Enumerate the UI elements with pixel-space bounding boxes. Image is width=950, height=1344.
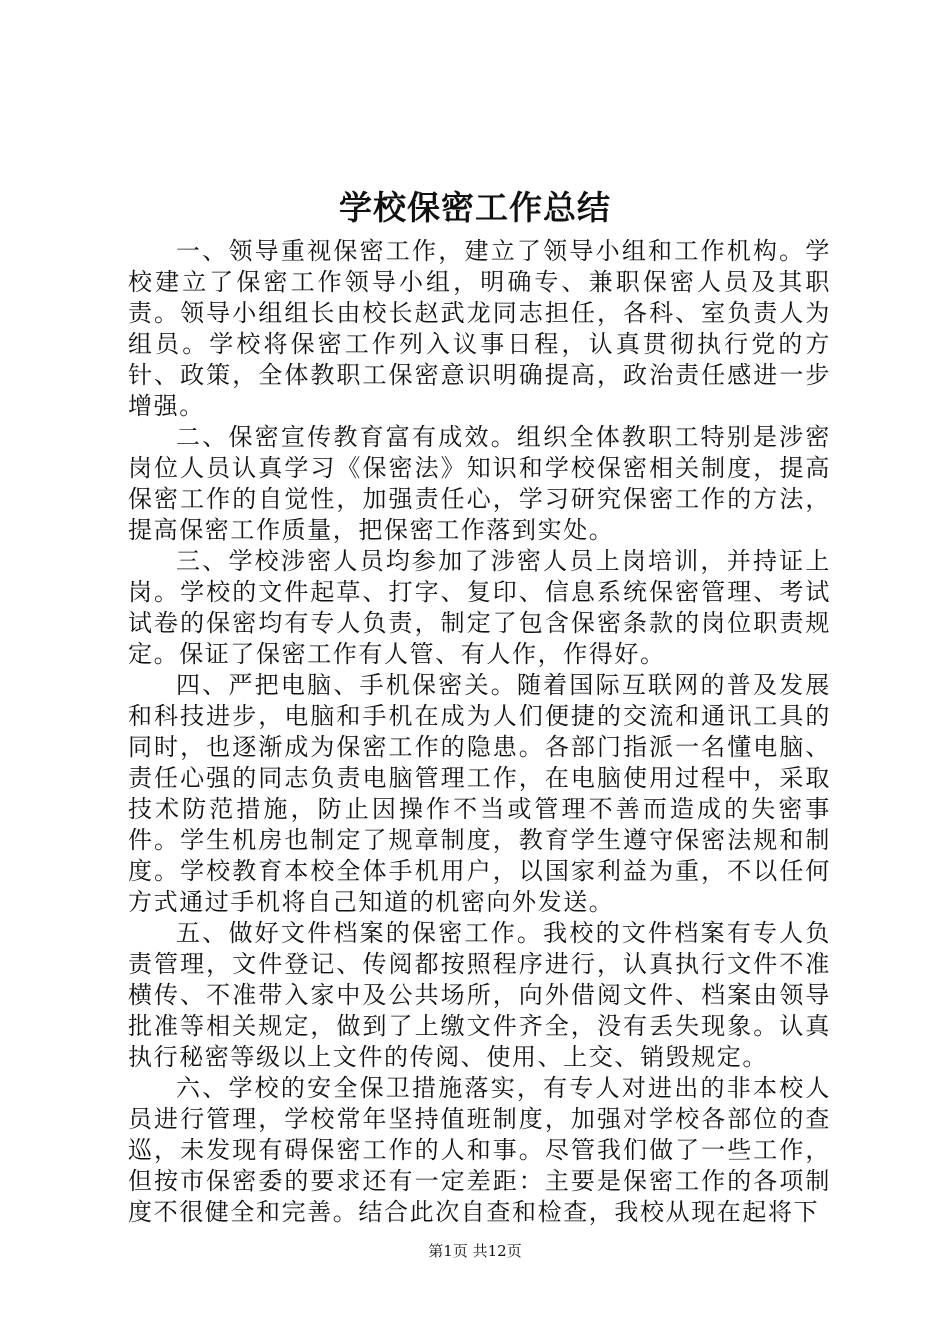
paragraph-5: 五、做好文件档案的保密工作。我校的文件档案有专人负责管理，文件登记、传阅都按照程序进行，认真执行文件不准横传、不准带入家中及公共场所，向外借阅文件、档案由领导批准等相关规定，做到了上缴文件齐全，没有丢失现象。认真执行秘密等级以上文件的传阅、使用、上交、销毁规定。: [128, 919, 831, 1071]
paragraph-6: 六、学校的安全保卫措施落实，有专人对进出的非本校人员进行管理，学校常年坚持值班制度，加强对学校各部位的查巡，未发现有碍保密工作的人和事。尽管我们做了一些工作，但按市保密委的要求还有一定差距：主要是保密工作的各项制度不很健全和完善。结合此次自查和检查，我校从现在起将下: [128, 1074, 831, 1226]
paragraph-4: 四、严把电脑、手机保密关。随着国际互联网的普及发展和科技进步，电脑和手机在成为人们便捷的交流和通讯工具的同时，也逐渐成为保密工作的隐患。各部门指派一名懂电脑、责任心强的同志负责电脑管理工作，在电脑使用过程中，采取技术防范措施，防止因操作不当或管理不善而造成的失密事件。学生机房也制定了规章制度，教育学生遵守保密法规和制度。学校教育本校全体手机用户，以国家利益为重，不以任何方式通过手机将自己知道的机密向外发送。: [128, 671, 831, 916]
paragraph-1: 一、领导重视保密工作，建立了领导小组和工作机构。学校建立了保密工作领导小组，明确专、兼职保密人员及其职责。领导小组组长由校长赵武龙同志担任，各科、室负责人为组员。学校将保密工作列入议事日程，认真贯彻执行党的方针、政策，全体教职工保密意识明确提高，政治责任感进一步增强。: [128, 237, 831, 420]
paragraph-2: 二、保密宣传教育富有成效。组织全体教职工特别是涉密岗位人员认真学习《保密法》知识和学校保密相关制度，提高保密工作的自觉性，加强责任心，学习研究保密工作的方法，提高保密工作质量，把保密工作落到实处。: [128, 423, 831, 544]
page-footer: 第1页 共12页: [428, 1242, 522, 1260]
document-body: [128, 236, 831, 1228]
document-title: 学校保密工作总结: [339, 188, 611, 227]
paragraph-3: 三、学校涉密人员均参加了涉密人员上岗培训，并持证上岗。学校的文件起草、打字、复印、信息系统保密管理、考试试卷的保密均有专人负责，制定了包含保密条款的岗位职责规定。保证了保密工作有人管、有人作，作得好。: [128, 547, 831, 668]
